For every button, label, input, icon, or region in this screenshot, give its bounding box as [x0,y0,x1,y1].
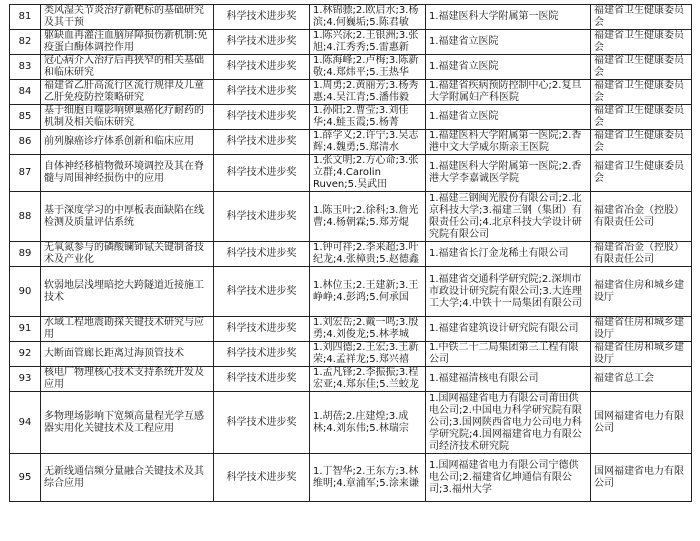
main-contributors: 1.陈玉叶;2.徐科;3.詹光曹;4.杨朝霖;5.郑芳焜 [310,192,426,242]
recommending-unit: 福建省卫生健康委员会 [591,80,692,105]
award-category: 科学技术进步奖 [214,317,310,342]
award-category: 科学技术进步奖 [214,130,310,155]
completing-units: 1.国网福建省电力有限公司莆田供电公司;2.中国电力科学研究院有限公司;3.国网陕西省电力公司电力科学研究院;4.国网福建省电力有限公司经济技术研究院 [426,392,591,454]
project-name: 类风湿关节炎治疗新靶标的基础研究及其干预 [41,5,214,30]
recommending-unit: 福建省卫生健康委员会 [591,30,692,55]
recommending-unit: 福建省冶金（控股）有限责任公司 [591,242,692,267]
main-contributors: 1.陈兴泳;2.王银洲;3.张旭;4.江秀秀;5.雷惠新 [310,30,426,55]
awards-table [9,4,692,502]
completing-units: 1.福建省立医院 [426,55,591,80]
item-number: 93 [10,367,41,392]
item-number: 90 [10,267,41,317]
main-contributors: 1.刘四德;2.王宏;3.王新荣;4.孟祥龙;5.郑兴禧 [310,342,426,367]
completing-units: 1.中铁二十二局集团第三工程有限公司 [426,342,591,367]
item-number: 85 [10,105,41,130]
table-row [10,155,692,192]
completing-units: 1.福建省建筑设计研究院有限公司 [426,317,591,342]
award-category: 科学技术进步奖 [214,80,310,105]
award-category: 科学技术进步奖 [214,30,310,55]
project-name: 福建省乙肝高流行区流行规律及儿童乙肝免疫防控策略研究 [41,80,214,105]
recommending-unit: 福建省住房和城乡建设厅 [591,317,692,342]
item-number: 84 [10,80,41,105]
completing-units: 1.福建医科大学附属第一医院 [426,5,591,30]
table-row [10,342,692,367]
item-number: 88 [10,192,41,242]
award-category: 科学技术进步奖 [214,392,310,454]
item-number: 92 [10,342,41,367]
award-category: 科学技术进步奖 [214,192,310,242]
main-contributors: 1.张文明;2.方心命;3.张立群;4.Carolin Ruven;5.吴武田 [310,155,426,192]
completing-units: 1.福建省长汀金龙稀土有限公司 [426,242,591,267]
recommending-unit: 福建省卫生健康委员会 [591,130,692,155]
project-name: 冠心病介入治疗后再狭窄的相关基础和临床研究 [41,55,214,80]
table-row [10,367,692,392]
completing-units: 1.福建福清核电有限公司 [426,367,591,392]
main-contributors: 1.陈海峰;2.卢梅;3.陈新敬;4.郑炜平;5.王热华 [310,55,426,80]
project-name: 前列腺癌诊疗体系创新和临床应用 [41,130,214,155]
table-row [10,242,692,267]
recommending-unit: 福建省冶金（控股）有限责任公司 [591,192,692,242]
table-row [10,55,692,80]
main-contributors: 1.林锦骠;2.欧启水;3.杨滨;4.何巍垢;5.陈君敏 [310,5,426,30]
item-number: 82 [10,30,41,55]
recommending-unit: 福建省卫生健康委员会 [591,5,692,30]
recommending-unit: 福建省卫生健康委员会 [591,55,692,80]
item-number: 91 [10,317,41,342]
main-contributors: 1.孙阳;2.曹莹;3.刘佳华;4.鮭玉霞;5.杨菁 [310,105,426,130]
item-number: 95 [10,454,41,502]
table-row [10,192,692,242]
award-category: 科学技术进步奖 [214,367,310,392]
table-row [10,5,692,30]
project-name: 基于深度学习的中厚板表面缺陷在线检测及质量评估系统 [41,192,214,242]
table-row [10,267,692,317]
project-name: 多物理场影响下宽频高量程光学互感器实用化关键技术及工程应用 [41,392,214,454]
main-contributors: 1.胡蓓;2.庄建煌;3.成林;4.刘东伟;5.林瑞宗 [310,392,426,454]
table-row [10,454,692,502]
awards-table-body [10,5,692,502]
award-category: 科学技术进步奖 [214,5,310,30]
project-name: 躯缺血再灌注血脑屏障损伤新机制:免疫蛋白酶体调控作用 [41,30,214,55]
award-category: 科学技术进步奖 [214,267,310,317]
recommending-unit: 福建省住房和城乡建设厅 [591,267,692,317]
award-category: 科学技术进步奖 [214,342,310,367]
recommending-unit: 福建省卫生健康委员会 [591,155,692,192]
award-category: 科学技术进步奖 [214,105,310,130]
project-name: 无新线通信频分量融合关键技术及其综合应用 [41,454,214,502]
table-row [10,130,692,155]
recommending-unit: 福建省总工会 [591,367,692,392]
table-row [10,392,692,454]
main-contributors: 1.孟凡锋;2.李振振;3.程宏亚;4.郑东佳;5.兰蛟龙 [310,367,426,392]
item-number: 94 [10,392,41,454]
main-contributors: 1.钟可祥;2.李来超;3.叶纪龙;4.张樟贵;5.赵德鑫 [310,242,426,267]
recommending-unit: 福建省住房和城乡建设厅 [591,342,692,367]
recommending-unit: 福建省卫生健康委员会 [591,105,692,130]
completing-units: 1.福建省立医院 [426,105,591,130]
item-number: 89 [10,242,41,267]
table-row [10,105,692,130]
completing-units: 1.福建医科大学附属第一医院;2.香港中文大学威尔斯亲王医院 [426,130,591,155]
completing-units: 1.福建医科大学附属第一医院;2.香港大学李嘉诚医学院 [426,155,591,192]
table-row [10,30,692,55]
table-row [10,317,692,342]
project-name: 无氧氮参与的磷酸镧铈铽关键制备技术及产业化 [41,242,214,267]
recommending-unit: 国网福建省电力有限公司 [591,392,692,454]
completing-units: 1.福建省疾病预防控制中心;2.复旦大学附属妇产科医院 [426,80,591,105]
project-name: 核电厂物理核心技术支持系统开发及应用 [41,367,214,392]
project-name: 基于细胞自噬影响卵巢癌化疗耐药的机制及相关临床研究 [41,105,214,130]
recommending-unit: 国网福建省电力有限公司 [591,454,692,502]
item-number: 86 [10,130,41,155]
completing-units: 1.福建省交通科学研究院;2.深圳市市政设计研究院有限公司;3.大连理工大学;4.中铁十一局集团有限公司 [426,267,591,317]
completing-units: 1.国网福建省电力有限公司宁德供电公司;2.福建省亿坤通信有限公司;3.福州大学 [426,454,591,502]
completing-units: 1.福建三钢闽光股份有限公司;2.北京科技大学;3.福建三钢（集团）有限责任公司;4.北京科技大学设计研究院有限公司 [426,192,591,242]
item-number: 83 [10,55,41,80]
award-category: 科学技术进步奖 [214,454,310,502]
project-name: 自体神经移植物微环境调控及其在脊髓与周围神经损伤中的应用 [41,155,214,192]
project-name: 大断面管廊长距离过海顶管技术 [41,342,214,367]
completing-units: 1.福建省立医院 [426,30,591,55]
award-category: 科学技术进步奖 [214,55,310,80]
main-contributors: 1.周勇;2.黄丽芳;3.杨秀惠;4.吴江青;5.潘伟毅 [310,80,426,105]
project-name: 水域工程地震勘探关键技术研究与应用 [41,317,214,342]
main-contributors: 1.薛学义;2.许宁;3.吴志辉;4.魏勇;5.郑清水 [310,130,426,155]
table-row [10,80,692,105]
project-name: 软弱地层浅埋暗挖大跨隧道近接施工技术 [41,267,214,317]
award-category: 科学技术进步奖 [214,242,310,267]
item-number: 87 [10,155,41,192]
main-contributors: 1.丁智华;2.王东方;3.林维明;4.章浦军;5.涂来谦 [310,454,426,502]
main-contributors: 1.刘宏岳;2.戴一鸣;3.殷勇;4.刘俊龙;5.林孝城 [310,317,426,342]
main-contributors: 1.林位玉;2.王建新;3.王峥峥;4.彭鸿;5.何承国 [310,267,426,317]
award-category: 科学技术进步奖 [214,155,310,192]
item-number: 81 [10,5,41,30]
